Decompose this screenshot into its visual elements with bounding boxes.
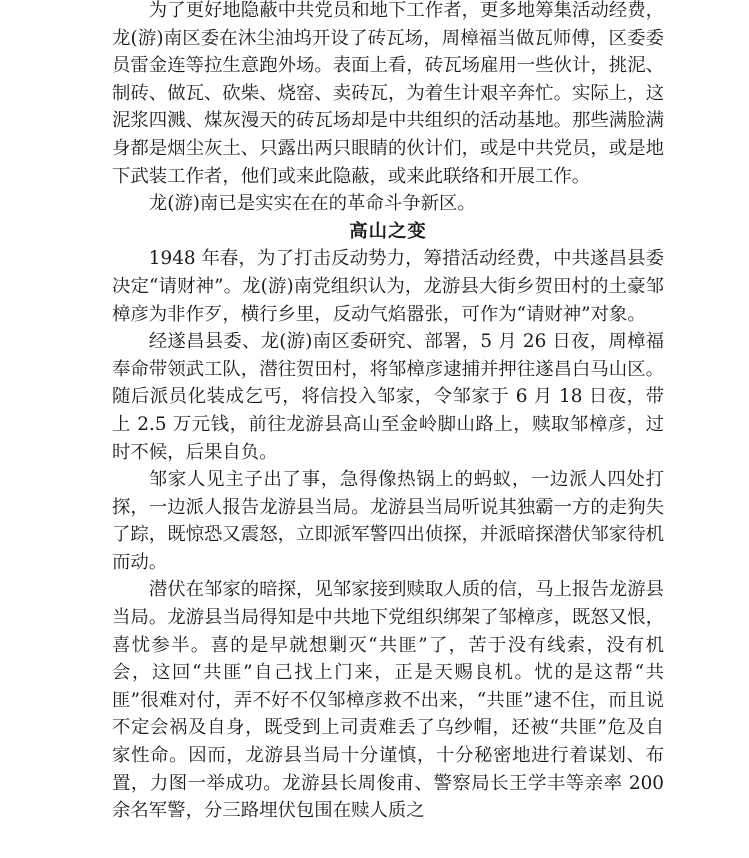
paragraph-spring-1948: 1948 年春，为了打击反动势力，筹措活动经费，中共遂昌县委决定“请财神”。龙(游)南党组织认为，龙游县大街乡贺田村的土豪邹樟彦为非作歹，横行乡里，反动气焰嚣张，可作为“请财神”对象。: [112, 248, 664, 325]
paragraph-zou-family: 邹家人见主子出了事，急得像热锅上的蚂蚁，一边派人四处打探，一边派人报告龙游县当局。龙游县当局听说其独霸一方的走狗失了踪，既惊恐又震怒，立即派军警四出侦探，并派暗探潜伏邹家待机而动。: [112, 469, 664, 573]
paragraph-new-district: 龙(游)南已是实实在在的革命斗争新区。: [148, 193, 476, 215]
paragraph-spy-report: 潜伏在邹家的暗探，见邹家接到赎取人质的信，马上报告龙游县当局。龙游县当局得知是中共地下党组织绑架了邹樟彦，既怒又恨，喜忧参半。喜的是早就想剿灭“共匪”了，苦于没有线索，没有机会，这回“共匪”自己找上门来，正是天赐良机。忧的是这帮“共匪”很难对付，弄不好不仅邹樟彦救不出来，“共匪”逮不住，而且说不定会祸及自身，既受到上司责难丢了乌纱帽，还被“共匪”危及自家性命。因而，龙游县当局十分谨慎，十分秘密地进行着谋划、布置，力图一举成功。龙游县长周俊甫、警察局长王学丰等亲率 200 余名军警，分三路埋伏包围在赎人质之: [112, 579, 664, 822]
paragraph-may-26: 经遂昌县委、龙(游)南区委研究、部署，5 月 26 日夜，周樟福奉命带领武工队，潜往贺田村，将邹樟彦逮捕并押往遂昌白马山区。随后派员化装成乞丐，将信投入邹家，令邹家于 6 月 18 日夜，带上 2.5 万元钱，前往龙游县高山至金岭脚山路上，赎取邹樟彦，过时不候，后果自负。: [112, 331, 664, 463]
section-title: 高山之变: [349, 220, 427, 242]
page-text: [112, 0, 664, 825]
paragraph-brickyard: 为了更好地隐蔽中共党员和地下工作者，更多地筹集活动经费，龙(游)南区委在沐尘油坞开设了砖瓦场，周樟福当做瓦师傅，区委委员雷金连等拉生意跑外场。表面上看，砖瓦场雇用一些伙计，挑泥、制砖、做瓦、砍柴、烧窑、卖砖瓦，为着生计艰辛奔忙。实际上，这泥浆四溅、煤灰漫天的砖瓦场却是中共组织的活动基地。那些满脸满身都是烟尘灰土、只露出两只眼睛的伙计们，或是中共党员，或是地下武装工作者，他们或来此隐蔽，或来此联络和开展工作。: [112, 0, 664, 187]
